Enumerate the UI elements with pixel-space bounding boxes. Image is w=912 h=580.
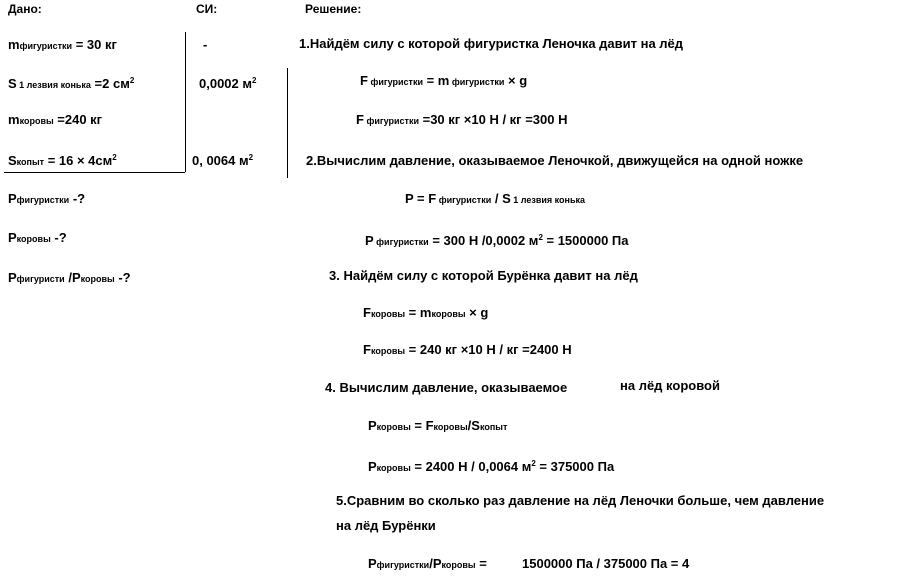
step-4-formula: Pкоровы = Fкоровы/Sкопыт bbox=[368, 418, 508, 433]
find-pressure-skater: Pфигуристки -? bbox=[8, 191, 86, 206]
si-row-blade-area: 0,0002 $м^2$ bbox=[199, 76, 257, 91]
given-area-blade: S 1 лезвия конька =2 $см^2$ bbox=[8, 76, 135, 91]
given-mass-cow: mкоровы =240 кг bbox=[8, 112, 103, 127]
step-5-ratio: Pфигуристки/Pкоровы = bbox=[368, 556, 487, 571]
step-2-formula: P = F фигуристки / S 1 лезвия конька bbox=[405, 191, 586, 206]
step-5-result: 1500000 Па / 375000 Па = 4 bbox=[522, 556, 690, 571]
given-mass-skater: mфигуристки = 30 кг bbox=[8, 37, 117, 52]
step-4-calculation: Pкоровы = 2400 Н / 0,0064 $м^2 = 375000$ Па bbox=[368, 459, 615, 474]
si-solution-divider bbox=[287, 68, 288, 178]
step-4-title-cont: на лёд коровой bbox=[620, 378, 720, 393]
find-pressure-cow: Pкоровы -? bbox=[8, 230, 67, 245]
si-row-hoof-area: 0, 0064 $м^2$ bbox=[192, 153, 254, 168]
step-1-calculation: F фигуристки =30 кг ×10 Н / кг =300 Н bbox=[356, 112, 568, 127]
step-5-title-cont: на лёд Бурёнки bbox=[336, 518, 436, 533]
solution-header: Решение: bbox=[305, 2, 362, 16]
step-3-title: 3. Найдём силу с которой Бурёнка давит на лёд bbox=[329, 268, 638, 283]
given-underline bbox=[4, 172, 185, 173]
step-1-title: 1.Найдём силу с которой фигуристка Леночка давит на лёд bbox=[299, 36, 684, 51]
step-2-calculation: P фигуристки = 300 Н /0,0002 $м^2 = 1500000$ Па bbox=[365, 233, 629, 248]
given-header: Дано: bbox=[8, 2, 42, 16]
si-row-mass: - bbox=[203, 37, 208, 52]
find-pressure-ratio: Pфигуристи /Pкоровы -? bbox=[8, 270, 131, 285]
step-1-formula: F фигуристки = m фигуристки × g bbox=[360, 73, 528, 88]
step-5-title: 5.Сравним во сколько раз давление на лёд Леночки больше, чем давление bbox=[336, 493, 825, 508]
given-si-divider bbox=[185, 32, 186, 172]
step-4-title: 4. Вычислим давление, оказываемое bbox=[325, 380, 568, 395]
step-3-calculation: Fкоровы = 240 кг ×10 Н / кг =2400 Н bbox=[363, 342, 572, 357]
si-header: СИ: bbox=[196, 2, 218, 16]
step-3-formula: Fкоровы = mкоровы × g bbox=[363, 305, 489, 320]
given-area-hooves: Sкопыт = $16 \times 4см^2$ bbox=[8, 153, 117, 168]
step-2-title: 2.Вычислим давление, оказываемое Леночкой, движущейся на одной ножке bbox=[306, 153, 804, 168]
